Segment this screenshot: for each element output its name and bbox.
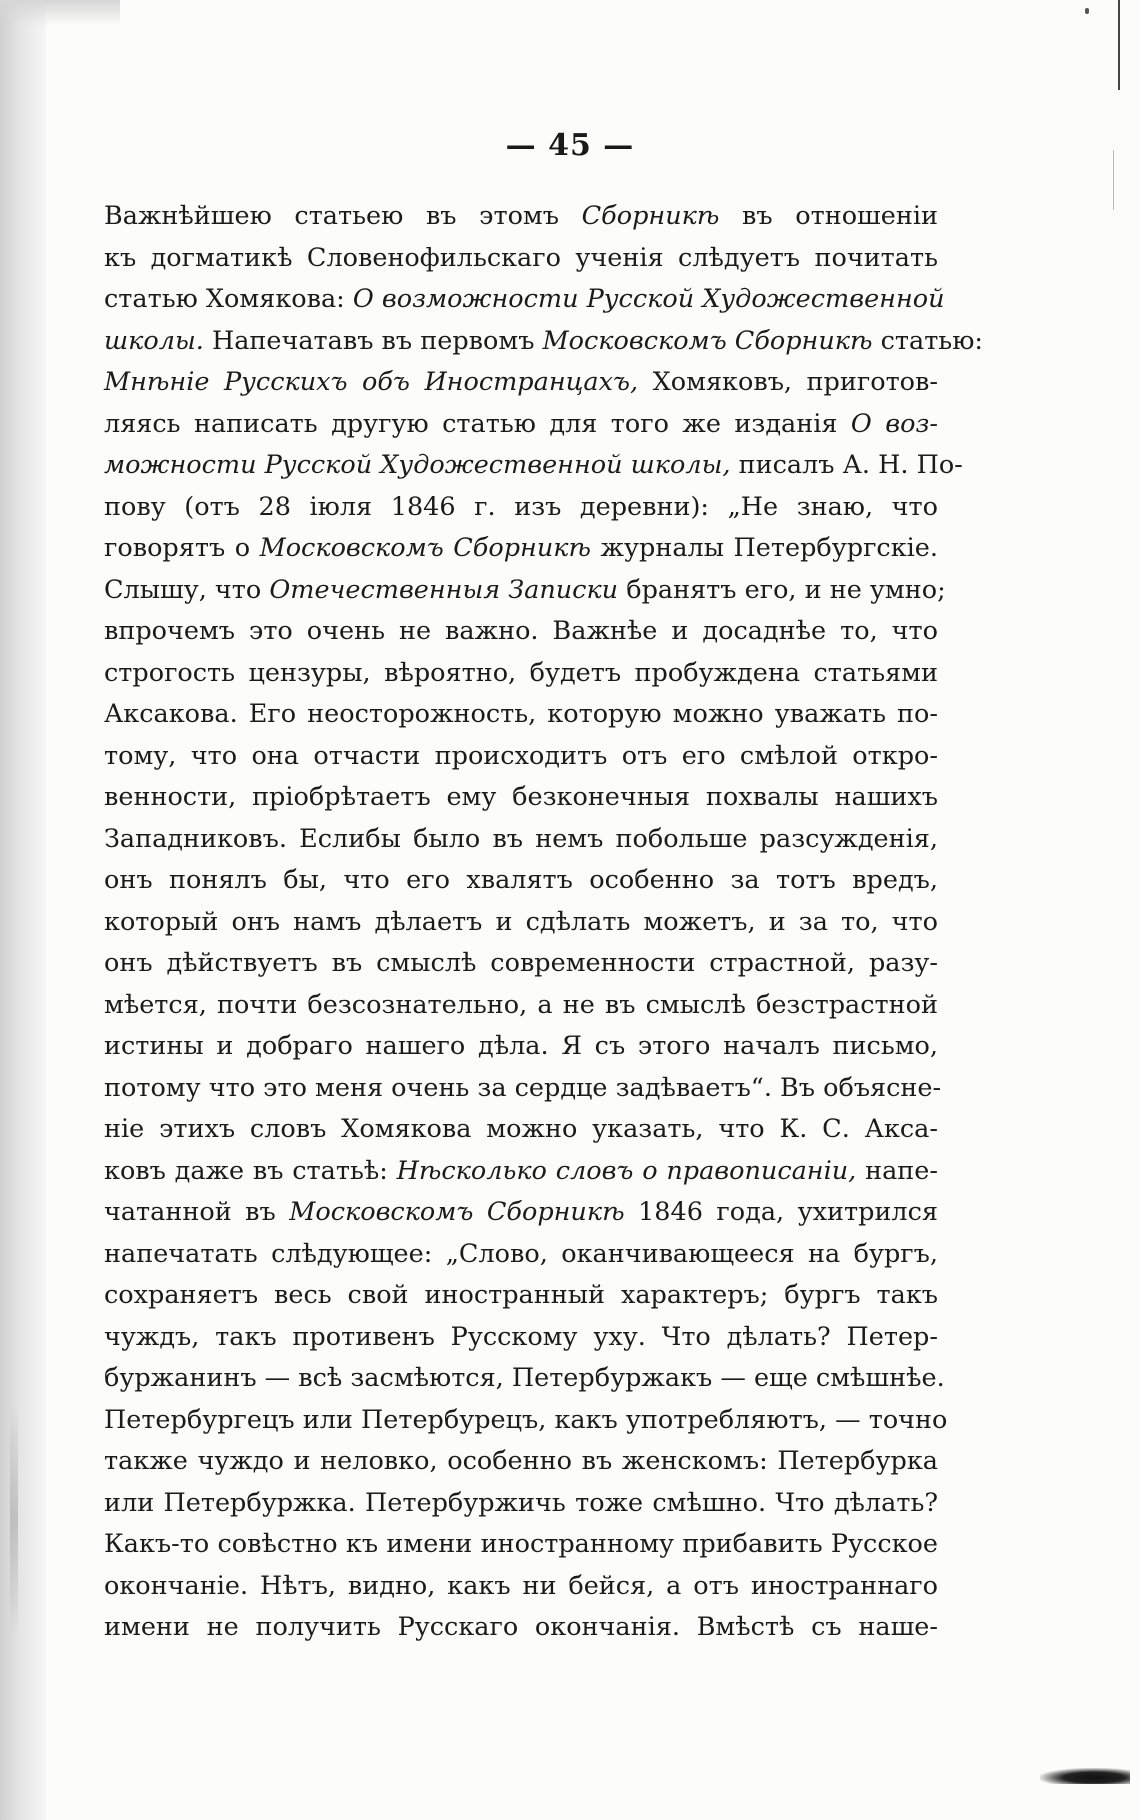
italic-text: Сборникѣ [581, 201, 720, 231]
text-run: Важнѣйшею статьею въ этомъ [104, 201, 582, 231]
text-run: венности, пріобрѣтаетъ ему безконечныя похвалы нашихъ [104, 782, 938, 812]
scan-dot-mark [1085, 8, 1089, 14]
text-line [104, 902, 938, 944]
scan-left-edge [0, 0, 46, 1820]
text-line [104, 1317, 938, 1359]
text-run: Хомяковъ, приготов- [638, 367, 939, 397]
text-run: говорятъ о [104, 533, 260, 563]
text-line [104, 1109, 938, 1151]
text-run: журналы Петербургскіе. [591, 533, 939, 563]
text-run: въ отношеніи [719, 201, 938, 231]
text-line [104, 1151, 938, 1193]
italic-text: Московскомъ Сборникѣ [289, 1197, 625, 1227]
text-run: онъ понялъ бы, что его хвалятъ особенно за тотъ вредъ, [104, 865, 938, 895]
text-run: истины и добраго нашего дѣла. Я съ этого началъ письмо, [104, 1031, 938, 1061]
text-run: Аксакова. Его неосторожность, которую можно уважать по- [104, 699, 938, 729]
italic-text: школы. [104, 325, 204, 356]
text-line [104, 819, 938, 861]
text-line [104, 238, 938, 280]
scan-right-edge-mark [1118, 0, 1120, 90]
text-run: или Петербуржка. Петербуржичь тоже смѣшно. Что дѣлать? [104, 1487, 938, 1518]
text-line [104, 487, 938, 529]
text-run: буржанинъ — всѣ засмѣются, Петербуржакъ — еще смѣшнѣе. [104, 1363, 945, 1393]
text-run: къ догматикѣ Словенофильскаго ученія слѣдуетъ почитать [104, 242, 938, 273]
text-run: который онъ намъ дѣлаетъ и сдѣлать можетъ, и за то, что [104, 906, 938, 937]
text-run: напе- [856, 1155, 938, 1186]
text-line [104, 362, 938, 404]
italic-text: О воз- [850, 408, 938, 439]
text-line [104, 404, 938, 446]
text-run: напечатать слѣдующее: „Слово, оканчивающееся на бургъ, [104, 1238, 938, 1269]
scan-corner-shadow [0, 0, 120, 26]
text-line [104, 985, 938, 1027]
scan-edge-shadow [10, 1400, 18, 1640]
text-line [104, 279, 945, 321]
text-run: ляясь написать другую статью для того же изданія [104, 408, 851, 439]
text-line [104, 1607, 938, 1649]
text-run: впрочемъ это очень не важно. Важнѣе и досаднѣе то, что [104, 616, 938, 646]
text-line [104, 1524, 938, 1566]
text-run: статью Хомякова: [104, 284, 353, 314]
text-line [104, 694, 938, 736]
text-run: писалъ А. Н. По- [730, 450, 963, 480]
text-line [104, 570, 946, 612]
text-line [104, 611, 938, 653]
page-number: — 45 — [505, 128, 635, 163]
italic-text: Отечественныя Записки [269, 574, 619, 605]
text-run: статью: [872, 325, 983, 356]
text-run: чуждъ, такъ противенъ Русскому уху. Что дѣлать? Петер- [104, 1321, 938, 1352]
text-line [104, 1483, 938, 1525]
text-run: 1846 года, ухитрился [624, 1197, 939, 1227]
text-run: окончаніе. Нѣтъ, видно, какъ ни бейся, а отъ иностраннаго [104, 1570, 938, 1601]
italic-text: Мнѣніе Русскихъ объ Иностранцахъ, [104, 367, 639, 397]
text-line [104, 1441, 938, 1483]
text-run: Западниковъ. Еслибы было въ немъ побольше разсужденія, [104, 823, 938, 854]
text-run: онъ дѣйствуетъ въ смыслѣ современности страстной, разу- [104, 948, 938, 978]
text-line [104, 1400, 948, 1442]
text-line [104, 1358, 945, 1400]
text-line [104, 1026, 938, 1068]
text-run: пову (отъ 28 іюля 1846 г. изъ деревни): „Не знаю, что [104, 491, 938, 522]
text-line [104, 1192, 938, 1234]
italic-text: О возможности Русской Художественной [352, 284, 945, 314]
text-run: бранятъ его, и не умно; [618, 574, 946, 605]
text-run: Слышу, что [104, 574, 270, 605]
text-line [104, 321, 983, 363]
text-line [104, 1068, 942, 1110]
text-line [104, 196, 938, 238]
text-run: потому что это меня очень за сердце задѣваетъ“. Въ объясне- [104, 1072, 942, 1103]
text-line [104, 445, 963, 487]
text-run: имени не получить Русскаго окончанія. Вмѣстѣ съ наше- [104, 1612, 938, 1642]
body-text [104, 196, 983, 1649]
text-run: строгость цензуры, вѣроятно, будетъ пробуждена статьями [104, 657, 938, 688]
text-run: ніе этихъ словъ Хомякова можно указать, что К. С. Акса- [104, 1114, 938, 1144]
text-line [104, 1566, 938, 1608]
ink-smudge [1040, 1768, 1130, 1784]
text-line [104, 1275, 938, 1317]
text-line [104, 943, 938, 985]
text-run: Какъ-то совѣстно къ имени иностранному прибавить Русское [104, 1529, 938, 1559]
text-run: ковъ даже въ статьѣ: [104, 1155, 397, 1186]
text-line [104, 1234, 938, 1276]
italic-text: Нѣсколько словъ о правописаніи, [396, 1155, 857, 1186]
text-line [104, 528, 938, 570]
text-run: сохраняетъ весь свой иностранный характеръ; бургъ такъ [104, 1280, 938, 1310]
text-run: мѣется, почти безсознательно, а не въ смыслѣ безстрастной [104, 989, 938, 1020]
text-line [104, 860, 938, 902]
text-line [104, 653, 938, 695]
italic-text: Московскомъ Сборникѣ [259, 533, 591, 563]
italic-text: Московскомъ Сборникѣ [542, 325, 873, 356]
text-run: Петербургецъ или Петербурецъ, какъ употребляютъ, — точно [104, 1404, 948, 1435]
text-run: чатанной въ [104, 1197, 290, 1227]
text-run: также чуждо и неловко, особенно въ женскомъ: Петербурка [104, 1446, 938, 1476]
text-run: Напечатавъ въ первомъ [203, 325, 543, 356]
italic-text: можности Русской Художественной школы, [104, 450, 731, 480]
text-line [104, 777, 938, 819]
text-line [104, 736, 938, 778]
text-run: тому, что она отчасти происходитъ отъ его смѣлой откро- [104, 740, 938, 771]
